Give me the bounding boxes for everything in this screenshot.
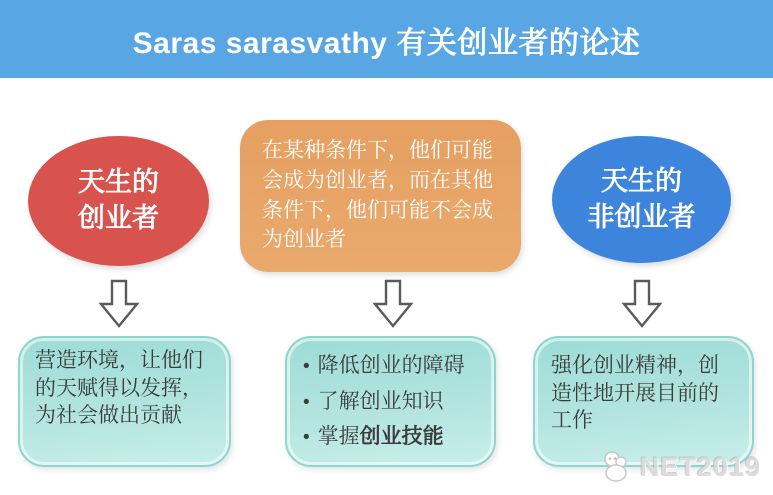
bullet-item-text: 降低创业的障碍 <box>317 354 465 377</box>
down-arrow-icon <box>620 279 664 329</box>
title-banner <box>0 0 773 78</box>
born-non-entrepreneur-line2: 非创业者 <box>587 201 696 232</box>
watermark-text: NET2019 <box>639 451 761 482</box>
down-arrow-icon <box>371 279 415 329</box>
conditional-entrepreneur-text: 在某种条件下，他们可能会成为创业者，而在其他条件下，他们可能不会成为创业者 <box>262 139 493 252</box>
bullet-dot-icon: • <box>303 356 310 377</box>
bullet-item-text: 掌握创业技能 <box>317 425 444 449</box>
action-box-right-text: 强化创业精神，创造性地开展目前的工作 <box>551 354 719 433</box>
bullet-item <box>299 352 482 380</box>
action-box-strengthen-spirit <box>533 336 754 467</box>
conditional-entrepreneur-box <box>240 120 521 272</box>
action-box-bullet-list <box>285 336 496 467</box>
bullet-item-bold-text: 创业技能 <box>359 425 444 449</box>
down-arrow-icon <box>97 279 141 329</box>
bullet-item <box>299 388 482 416</box>
bullet-item <box>299 423 482 451</box>
born-entrepreneur-line1: 天生的 <box>78 167 159 198</box>
bullet-item-text: 了解创业知识 <box>317 389 444 413</box>
born-non-entrepreneur-line1: 天生的 <box>601 165 682 196</box>
action-box-nurture-environment <box>18 336 231 467</box>
slide-title: Saras sarasvathy 有关创业者的论述 <box>132 27 641 60</box>
watermark-logo-icon <box>599 449 639 485</box>
bullet-dot-icon: • <box>303 391 310 413</box>
watermark <box>599 449 761 485</box>
bullet-dot-icon: • <box>303 427 310 449</box>
born-entrepreneur-line2: 创业者 <box>78 203 159 233</box>
born-non-entrepreneur-ellipse <box>552 136 731 263</box>
born-entrepreneur-ellipse <box>28 136 209 266</box>
action-box-left-text: 营造环境，让他们的天赋得以发挥，为社会做出贡献 <box>35 349 203 428</box>
